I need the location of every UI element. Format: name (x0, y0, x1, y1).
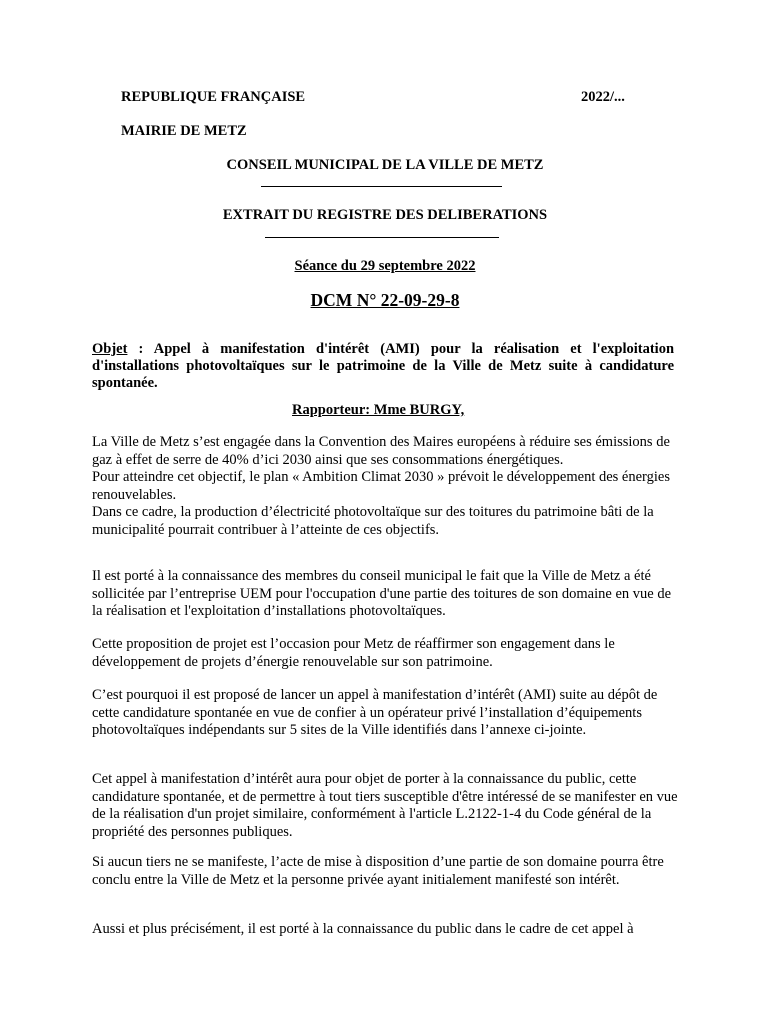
paragraph-3: Dans ce cadre, la production d’électricité photovoltaïque sur des toitures du patrimoine bâti de la municipalité pourrait contribuer à l’atteinte de ces objectifs. (92, 504, 654, 538)
objet-text: Appel à manifestation d'intérêt (AMI) pour la réalisation et l'exploitation d'installations photovoltaïques sur le patrimoine de la Ville de Metz suite à candidature spontanée. (92, 341, 675, 391)
paragraph-8: Si aucun tiers ne se manifeste, l’acte de mise à disposition d’une partie de son domaine pourra être conclu entre la Ville de Metz et la personne privée ayant initialement manifesté son intérêt. (92, 854, 664, 888)
objet-label: Objet (92, 341, 128, 357)
session-date: Séance du 29 septembre 2022 (294, 258, 476, 274)
paragraph-2: Pour atteindre cet objectif, le plan « Ambition Climat 2030 » prévoit le développement des énergies renouvelables. (92, 469, 670, 503)
rapporteur: Rapporteur: Mme BURGY, (292, 402, 465, 418)
objet-separator: : (127, 341, 154, 357)
paragraph-5: Cette proposition de projet est l’occasion pour Metz de réaffirmer son engagement dans le développement de projets d’énergie renouvelable sur son patrimoine. (92, 636, 615, 670)
extract-heading: EXTRAIT DU REGISTRE DES DELIBERATIONS (222, 207, 548, 223)
paragraph-4: Il est porté à la connaissance des membres du conseil municipal le fait que la Ville de Metz a été sollicitée par l’entreprise UEM pour l'occupation d'une partie des toitures de son domaine en vue de la réalisation et l'exploitation d’installations photovoltaïques. (92, 568, 672, 619)
paragraph-6: C’est pourquoi il est proposé de lancer un appel à manifestation d’intérêt (AMI) suite au dépôt de cette candidature spontanée en vue de confier à un opérateur privé l’installation d’équipements photovoltaïques indépendants sur 5 sites de la Ville identifiés dans l’annexe ci-jointe. (92, 687, 658, 738)
objet-block (92, 341, 674, 392)
paragraph-1: La Ville de Metz s’est engagée dans la Convention des Maires européens à réduire ses émissions de gaz à effet de serre de 40% d’ici 2030 ainsi que ses consommations énergétiques. (92, 434, 670, 468)
mairie-heading: MAIRIE DE METZ (121, 123, 247, 139)
paragraph-9: Aussi et plus précisément, il est porté à la connaissance du public dans le cadre de cet appel à (92, 921, 634, 937)
paragraph-7: Cet appel à manifestation d’intérêt aura pour objet de porter à la connaissance du public, cette candidature spontanée, et de permettre à tout tiers susceptible d'être intéressé de se manifester en vue de la réalisation d'un projet similaire, conformément à l'article L.2122-1-4 du Code général de la propriété des personnes publiques. (92, 771, 678, 840)
council-heading: CONSEIL MUNICIPAL DE LA VILLE DE METZ (226, 157, 544, 173)
council-rule (261, 186, 502, 187)
paragraph-block-1 (92, 434, 682, 539)
reference-number: 2022/... (581, 89, 625, 105)
republic-heading: REPUBLIQUE FRANÇAISE (121, 89, 306, 105)
extract-rule (265, 237, 499, 238)
dcm-number: DCM N° 22-09-29-8 (310, 290, 460, 310)
